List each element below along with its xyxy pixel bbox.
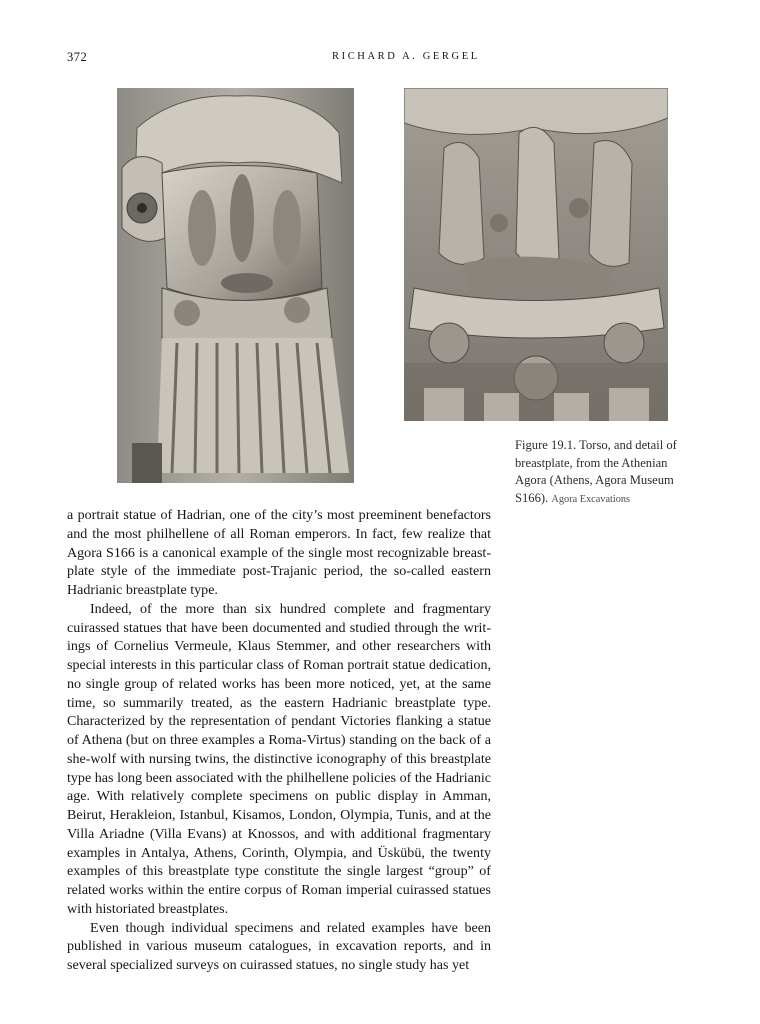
paragraph: Indeed, of the more than six hundred complete and fragmentary cuirassed statues that have been documented and studied through the writings of Cornelius Vermeule, Klaus Stemmer, and other researchers with special interests in this particular class of Roman portrait statue dedication, no single group of related works has been more noticed, yet, at the same time, so summarily treated, as the eastern Hadrianic breastplate type. Characterized by the representation of pendant Victories flanking a statue of Athena (but on three examples a Roma-Virtus) standing on the back of a she-wolf with nursing twins, the distinctive iconography of this breastplate type has long been associated with the philhellene policies of the Hadrianic age. With relatively complete specimens on public display in Amman, Beirut, Herakleion, Istanbul, Kisamos, London, Olympia, Tunis, and at the Villa Ariadne (Villa Evans) at Knossos, and with additional fragmentary examples in Antalya, Athens, Corinth, Olympia, and Üskübü, the twenty examples of this breastplate type constitute the single largest “group” of related works within the entire corpus of Roman imperial cuirassed statues with historiated breastplates. <box>67 600 491 917</box>
breastplate-detail-photo <box>404 88 668 421</box>
running-head: RICHARD A. GERGEL <box>332 51 480 62</box>
body-text <box>67 506 491 975</box>
torso-photo <box>117 88 354 483</box>
photo-credit: Agora Excavations <box>551 493 631 505</box>
caption-text: Figure 19.1. Torso, and detail of breastplate, from the Athenian Agora (Athens, Agora Museum S166). <box>515 438 677 505</box>
paragraph: a portrait statue of Hadrian, one of the city’s most preeminent benefactors and the most philhellene of all Roman emperors. In fact, few realize that Agora S166 is a canonical example of the single most recognizable breastplate style of the immediate post-Trajanic period, the so-called eastern Hadrianic breastplate type. <box>67 507 491 598</box>
page-number: 372 <box>67 50 88 64</box>
figure-caption <box>515 437 700 508</box>
paragraph: Even though individual specimens and related examples have been published in various museum catalogues, in excavation reports, and in several specialized surveys on cuirassed statues, no single study has yet <box>67 919 491 973</box>
